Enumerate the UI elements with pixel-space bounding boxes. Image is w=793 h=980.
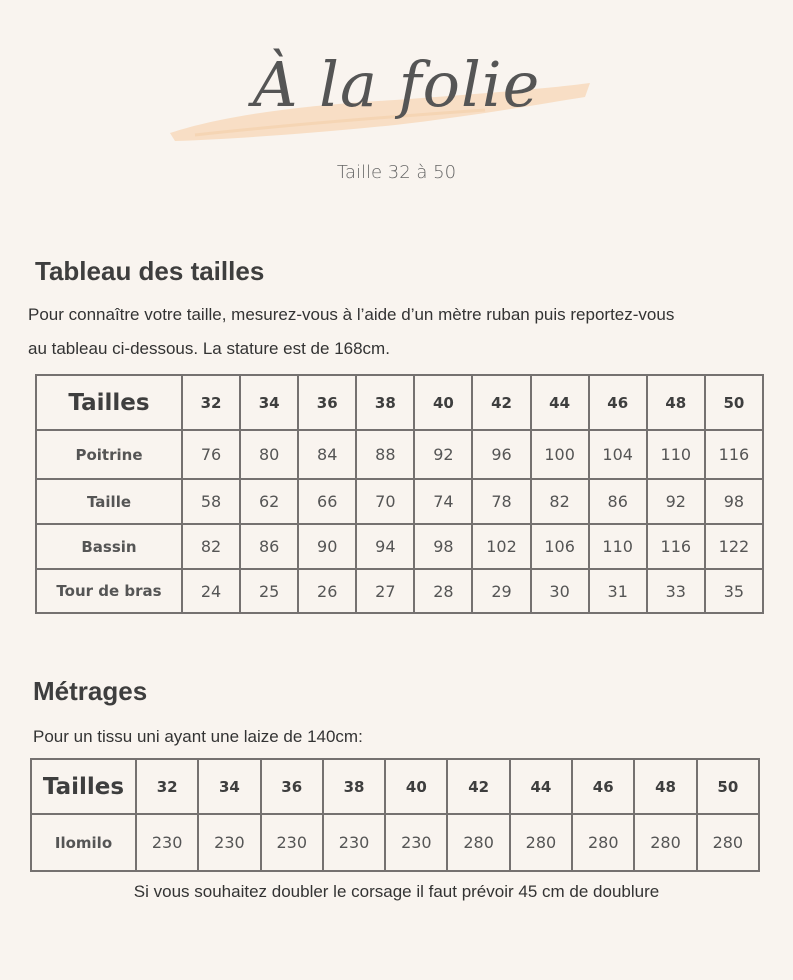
size-chart-cell: 26 — [298, 569, 356, 613]
yardage-size-header: 50 — [697, 759, 759, 814]
size-chart-size-header: 36 — [298, 375, 356, 430]
size-chart-cell: 74 — [414, 479, 472, 524]
size-chart-cell: 116 — [647, 524, 705, 569]
yardage-header-row — [31, 759, 759, 814]
size-chart-cell: 84 — [298, 430, 356, 479]
size-chart-cell: 110 — [647, 430, 705, 479]
yardage-corner-header: Tailles — [31, 759, 136, 814]
size-chart-cell: 102 — [472, 524, 530, 569]
size-chart-cell: 58 — [182, 479, 240, 524]
size-chart-cell: 94 — [356, 524, 414, 569]
table-row — [36, 569, 763, 613]
yardage-size-header: 46 — [572, 759, 634, 814]
yardage-intro: Pour un tissu uni ayant une laize de 140cm: — [33, 727, 363, 746]
yardage-cell: 280 — [634, 814, 696, 871]
logo — [0, 40, 793, 150]
yardage-size-header: 40 — [385, 759, 447, 814]
size-chart-cell: 78 — [472, 479, 530, 524]
size-chart-cell: 24 — [182, 569, 240, 613]
size-chart-cell: 82 — [182, 524, 240, 569]
size-chart-cell: 66 — [298, 479, 356, 524]
yardage-cell: 230 — [198, 814, 260, 871]
yardage-row-label: Ilomilo — [31, 814, 136, 871]
size-chart-header-row — [36, 375, 763, 430]
size-chart-cell: 86 — [240, 524, 298, 569]
size-chart-size-header: 40 — [414, 375, 472, 430]
yardage-cell: 230 — [323, 814, 385, 871]
size-chart-size-header: 42 — [472, 375, 530, 430]
size-chart-row-label: Bassin — [36, 524, 182, 569]
size-chart-row-label: Taille — [36, 479, 182, 524]
size-chart-row-label: Poitrine — [36, 430, 182, 479]
size-chart-title: Tableau des tailles — [35, 256, 265, 286]
size-chart-cell: 86 — [589, 479, 647, 524]
size-chart-cell: 98 — [705, 479, 763, 524]
table-row — [31, 814, 759, 871]
size-chart-size-header: 44 — [531, 375, 589, 430]
size-chart-cell: 116 — [705, 430, 763, 479]
subtitle: Taille 32 à 50 — [336, 162, 457, 183]
size-chart-table — [35, 374, 764, 614]
size-chart-cell: 110 — [589, 524, 647, 569]
size-chart-size-header: 38 — [356, 375, 414, 430]
size-chart-cell: 106 — [531, 524, 589, 569]
yardage-cell: 230 — [385, 814, 447, 871]
size-chart-cell: 92 — [414, 430, 472, 479]
size-chart-cell: 98 — [414, 524, 472, 569]
size-chart-intro-line2: au tableau ci-dessous. La stature est de 168cm. — [28, 339, 390, 358]
size-chart-cell: 70 — [356, 479, 414, 524]
yardage-size-header: 44 — [510, 759, 572, 814]
size-chart-size-header: 50 — [705, 375, 763, 430]
size-chart-cell: 62 — [240, 479, 298, 524]
size-chart-cell: 76 — [182, 430, 240, 479]
size-chart-cell: 31 — [589, 569, 647, 613]
size-chart-cell: 104 — [589, 430, 647, 479]
yardage-cell: 230 — [261, 814, 323, 871]
yardage-table — [30, 758, 760, 872]
yardage-cell: 280 — [697, 814, 759, 871]
size-chart-cell: 29 — [472, 569, 530, 613]
yardage-cell: 280 — [447, 814, 509, 871]
size-chart-cell: 90 — [298, 524, 356, 569]
table-row — [36, 479, 763, 524]
size-chart-cell: 122 — [705, 524, 763, 569]
yardage-cell: 230 — [136, 814, 198, 871]
size-chart-cell: 82 — [531, 479, 589, 524]
table-row — [36, 524, 763, 569]
logo-text: À la folie — [252, 48, 541, 121]
size-chart-cell: 100 — [531, 430, 589, 479]
table-row — [36, 430, 763, 479]
size-chart-cell: 35 — [705, 569, 763, 613]
yardage-size-header: 32 — [136, 759, 198, 814]
size-chart-cell: 80 — [240, 430, 298, 479]
yardage-cell: 280 — [510, 814, 572, 871]
size-chart-size-header: 32 — [182, 375, 240, 430]
yardage-size-header: 42 — [447, 759, 509, 814]
yardage-size-header: 34 — [198, 759, 260, 814]
size-chart-cell: 25 — [240, 569, 298, 613]
size-chart-size-header: 48 — [647, 375, 705, 430]
size-chart-cell: 28 — [414, 569, 472, 613]
size-chart-corner-header: Tailles — [36, 375, 182, 430]
size-chart-cell: 96 — [472, 430, 530, 479]
size-chart-cell: 92 — [647, 479, 705, 524]
size-chart-cell: 88 — [356, 430, 414, 479]
lining-footnote: Si vous souhaitez doubler le corsage il faut prévoir 45 cm de doublure — [133, 882, 660, 901]
yardage-title: Métrages — [33, 676, 148, 706]
size-chart-cell: 33 — [647, 569, 705, 613]
size-chart-size-header: 34 — [240, 375, 298, 430]
yardage-cell: 280 — [572, 814, 634, 871]
yardage-size-header: 38 — [323, 759, 385, 814]
size-chart-cell: 27 — [356, 569, 414, 613]
size-chart-size-header: 46 — [589, 375, 647, 430]
size-chart-intro-line1: Pour connaître votre taille, mesurez-vous à l’aide d’un mètre ruban puis reportez-vous — [28, 305, 675, 324]
yardage-size-header: 48 — [634, 759, 696, 814]
yardage-size-header: 36 — [261, 759, 323, 814]
size-chart-cell: 30 — [531, 569, 589, 613]
size-chart-row-label: Tour de bras — [36, 569, 182, 613]
